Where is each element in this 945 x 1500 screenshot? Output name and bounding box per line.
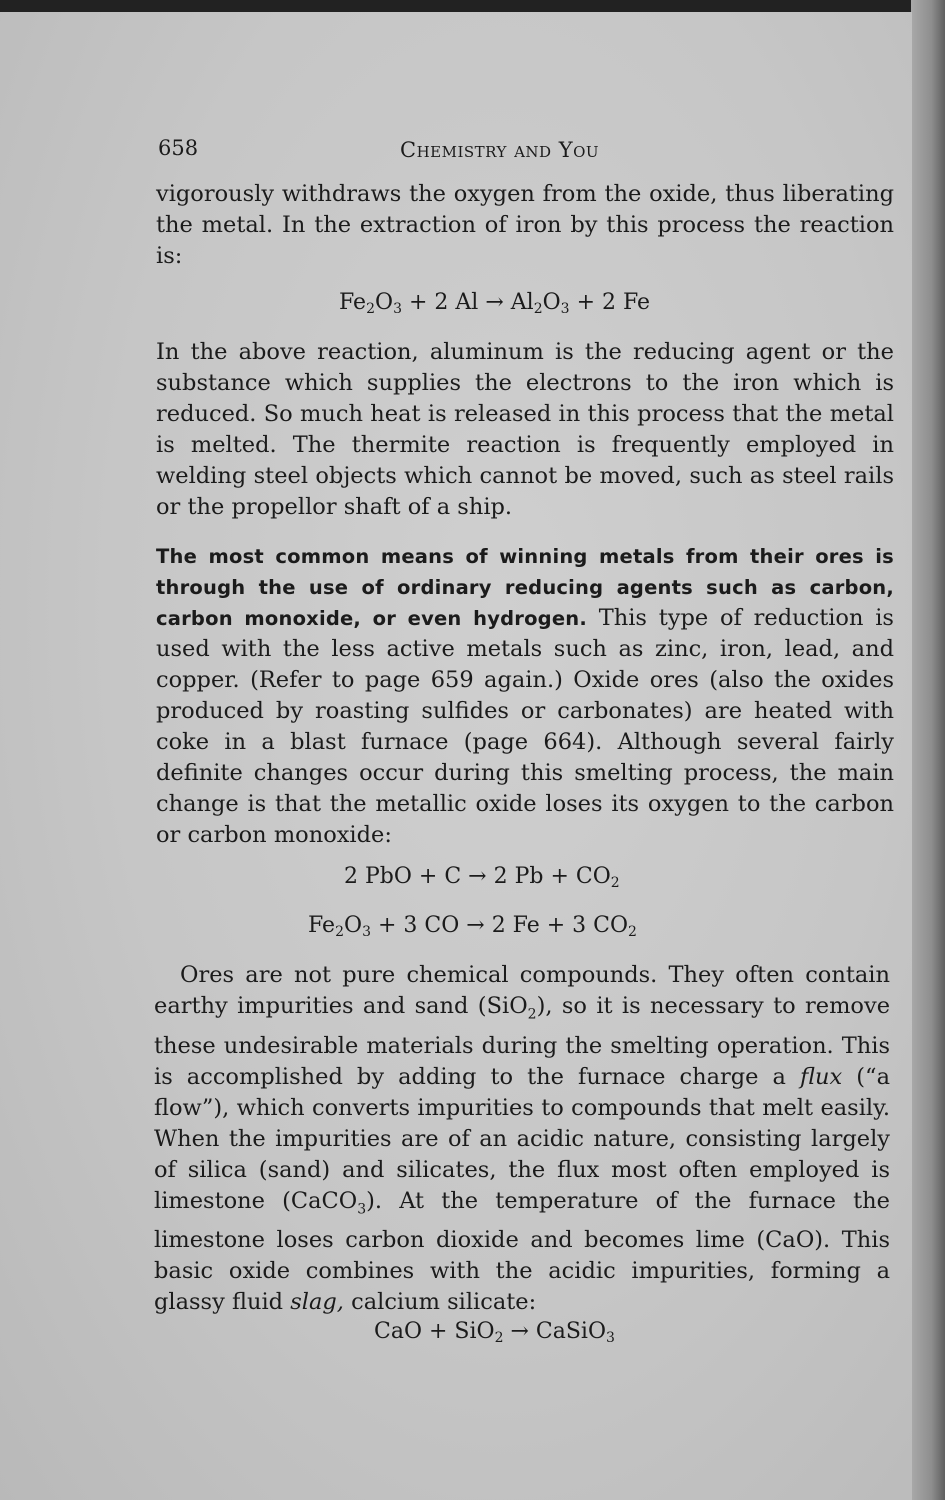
book-title: Chemistry and You — [400, 138, 600, 162]
equation-thermite: $Fe_2O_3 + 2$ $Al \to Al_2O_3 + 2$ Fe — [339, 290, 651, 317]
equation-calcium-silicate: CaO + SiO$_2$ → CaSiO$_3$ — [374, 1319, 615, 1346]
paragraph-thermite-intro — [156, 179, 894, 272]
paragraph-reducing-agent — [156, 337, 894, 523]
paragraph-smelting — [156, 541, 894, 851]
book-gutter-edge — [911, 0, 945, 1500]
term-flux: flux — [800, 1063, 843, 1090]
paragraph-text: The most common means of winning metals from their ores is through the use of ordinary reducing agents such as carbon, carbon monoxide, or even hydrogen. This type of reduction is used with the less active metals such as zinc, iron, lead, and copper. (Refer to page 659 again.) Oxide ores (also the oxides produced by roasting sulfides or carbonates) are heated with coke in a blast furnace (page 664). Although several fairly definite changes occur during this smelting process, the main change is that the metallic oxide loses its oxygen to the carbon or carbon monoxide: — [156, 545, 894, 848]
paragraph-text: vigorously withdraws the oxygen from the oxide, thus liberating the metal. In the extraction of iron by this process the reaction is: — [156, 181, 894, 269]
paragraph-text: In the above reaction, aluminum is the reducing agent or the substance which supplies the electrons to the iron which is reduced. So much heat is released in this process that the metal is melted. The thermite reaction is frequently employed in welding steel objects which cannot be moved, such as steel rails or the propellor shaft of a ship. — [156, 339, 894, 520]
running-header — [158, 136, 864, 166]
book-page — [0, 12, 912, 1500]
equation-lead-oxide: 2 PbO + C → 2 $Pb + CO_2$ — [344, 864, 620, 891]
page-number: 658 — [158, 136, 199, 160]
bold-key-statement: The most common means of winning metals from their ores is through the use of ordinary reducing agents such as carbon, carbon monoxide, or even hydrogen. — [156, 545, 894, 630]
paragraph-flux — [154, 960, 890, 1318]
term-slag: slag, — [290, 1289, 344, 1315]
paragraph-text: Ores are not pure chemical compounds. They often contain earthy impurities and sand (SiO$_2$), so it is necessary to remove these undesirable materials during the smelting operation. This is accomplished by adding to the furnace charge a flux (“a flow”), which converts impurities to compounds that melt easily. When the impurities are of an acidic nature, consisting largely of silica (sand) and silicates, the flux most often employed is limestone (CaCO$_3$). At the temperature of the furnace the limestone loses carbon dioxide and becomes lime (CaO). This basic oxide combines with the acidic impurities, forming a glassy fluid slag, calcium silicate: — [154, 962, 891, 1315]
equation-iron-oxide: $Fe_2O_3 + 3$ CO → 2 Fe + 3 $CO_2$ — [308, 913, 637, 940]
